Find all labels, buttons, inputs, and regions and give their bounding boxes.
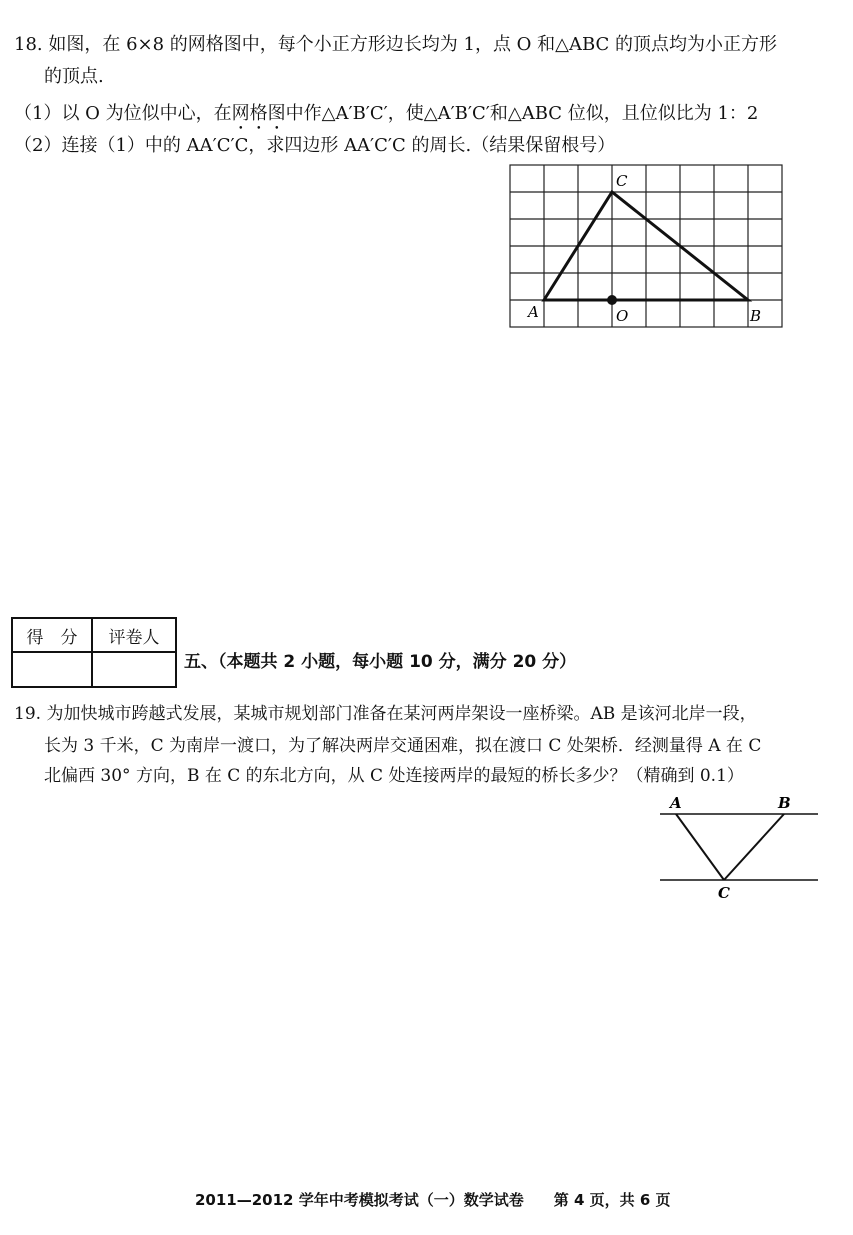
part-1-text-a: （1）以 O 为位似中心，在 (14, 103, 232, 124)
question-19-line-2: 长为 3 千米，C 为南岸一渡口，为了解决两岸交通困难，拟在渡口 C 处架桥．经测量得 A 在 C (44, 736, 762, 756)
label-c: C (616, 172, 628, 190)
score-table (11, 617, 177, 688)
part-1-emphasis-text: 网格图 (231, 103, 286, 124)
segment-cb (724, 814, 784, 880)
question-18-part-1 (14, 103, 758, 134)
exam-title: 2011—2012 学年中考模拟考试（一）数学试卷 (195, 1191, 524, 1209)
label-b: B (750, 307, 762, 325)
part-1-text-b: 中作△A′B′C′，使△A′B′C′和△ABC 位似，且位似比为 1：2 (285, 103, 759, 124)
grader-cell (93, 653, 175, 686)
river-figure (652, 790, 822, 905)
point-o (607, 295, 617, 305)
grid-figure (500, 162, 790, 332)
page-number: 第 4 页，共 6 页 (553, 1191, 671, 1209)
section-heading: 五、（本题共 2 小题，每小题 10 分，满分 20 分） (184, 652, 577, 672)
question-19-line-3: 北偏西 30° 方向，B 在 C 的东北方向，从 C 处连接两岸的最短的桥长多少？（精确到 0.1） (44, 766, 744, 786)
grader-header: 评卷人 (93, 619, 175, 653)
question-18-line-1: 18. 如图，在 6×8 的网格图中，每个小正方形边长均为 1，点 O 和△ABC 的顶点均为小正方形 (14, 34, 778, 55)
question-18-part-2: （2）连接（1）中的 AA′C′C，求四边形 AA′C′C 的周长.（结果保留根号） (14, 135, 616, 156)
label-b: B (778, 794, 791, 812)
label-o: O (616, 307, 629, 325)
label-a: A (528, 303, 539, 321)
score-cell (13, 653, 93, 686)
grid-lines (510, 165, 782, 327)
label-c: C (718, 884, 730, 902)
page-footer (195, 1189, 671, 1210)
question-19-line-1: 19. 为加快城市跨越式发展，某城市规划部门准备在某河两岸架设一座桥梁。AB 是该河北岸一段， (14, 704, 757, 724)
score-header: 得 分 (13, 619, 93, 653)
label-a: A (670, 794, 682, 812)
question-18-line-2: 的顶点. (44, 66, 104, 87)
segment-ca (676, 814, 724, 880)
